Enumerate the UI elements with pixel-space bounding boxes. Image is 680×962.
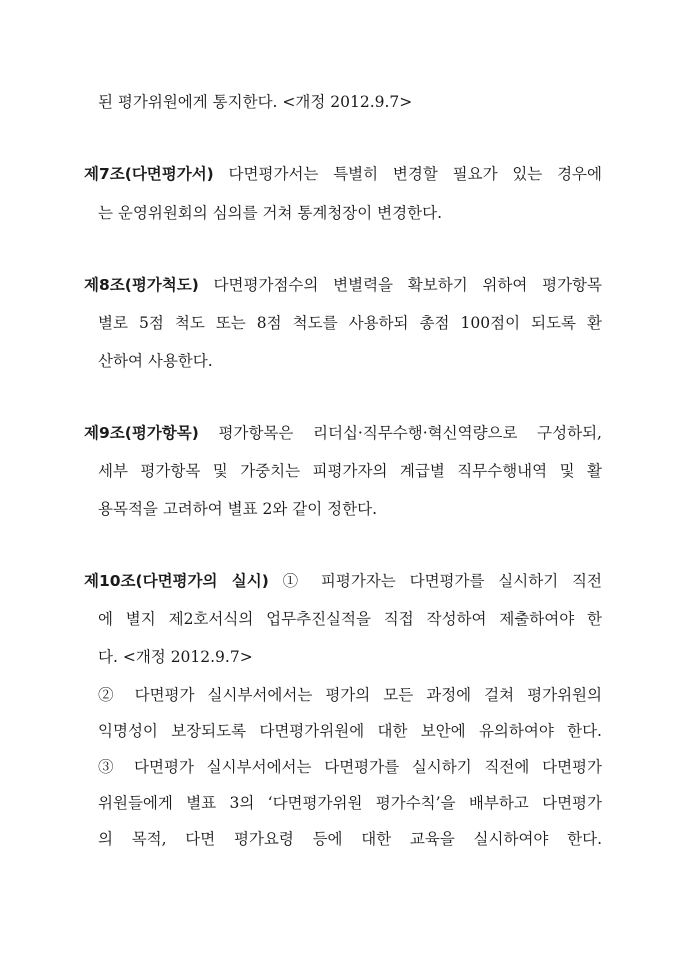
article-10-item-3-line-2: 위원들에게 별표 3의 ‘다면평가위원 평가수칙’을 배부하고 다면평가	[98, 794, 602, 812]
article-10-item-3-line-3: 의 목적, 다면 평가요령 등에 대한 교육을 실시하여야 한다.	[98, 830, 602, 848]
article-9-line-3: 용목적을 고려하여 별표 2와 같이 정한다.	[98, 500, 377, 518]
article-10-line-3: 다. <개정 2012.9.7>	[98, 648, 253, 666]
article-8-line-3: 산하여 사용한다.	[98, 352, 213, 370]
article-9-line-2: 세부 평가항목 및 가중치는 피평가자의 계급별 직무수행내역 및 활	[98, 462, 602, 480]
article-8-text: 다면평가점수의 변별력을 확보하기 위하여 평가항목	[198, 276, 602, 294]
article-10-item-2-line-1: ② 다면평가 실시부서에서는 평가의 모든 과정에 걸쳐 평가위원의	[98, 686, 602, 704]
article-9-heading: 제9조(평가항목)	[84, 424, 199, 442]
article-8-heading: 제8조(평가척도)	[84, 276, 199, 294]
article-10-text: ① 피평가자는 다면평가를 실시하기 직전	[268, 572, 602, 590]
article-7-text: 다면평가서는 특별히 변경할 필요가 있는 경우에	[213, 165, 602, 183]
article-7-line-1	[84, 164, 602, 184]
article-9-line-1	[84, 423, 602, 443]
article-7-line-2: 는 운영위원회의 심의를 거쳐 통계청장이 변경한다.	[98, 204, 442, 222]
article-9-text: 평가항목은 리더십·직무수행·혁신역량으로 구성하되,	[198, 424, 602, 442]
article-10-line-1	[84, 571, 602, 591]
prev-paragraph-line: 된 평가위원에게 통지한다. <개정 2012.9.7>	[98, 93, 413, 111]
article-8-line-1	[84, 275, 602, 295]
article-8-line-2: 별로 5점 척도 또는 8점 척도를 사용하되 총점 100점이 되도록 환	[98, 314, 602, 332]
article-7-heading: 제7조(다면평가서)	[84, 165, 214, 183]
article-10-heading: 제10조(다면평가의 실시)	[84, 572, 269, 590]
article-10-item-3-line-1: ③ 다면평가 실시부서에서는 다면평가를 실시하기 직전에 다면평가	[98, 758, 602, 776]
article-10-item-2-line-2: 익명성이 보장되도록 다면평가위원에 대한 보안에 유의하여야 한다.	[98, 722, 602, 740]
article-10-line-2: 에 별지 제2호서식의 업무추진실적을 직접 작성하여 제출하여야 한	[98, 610, 602, 628]
